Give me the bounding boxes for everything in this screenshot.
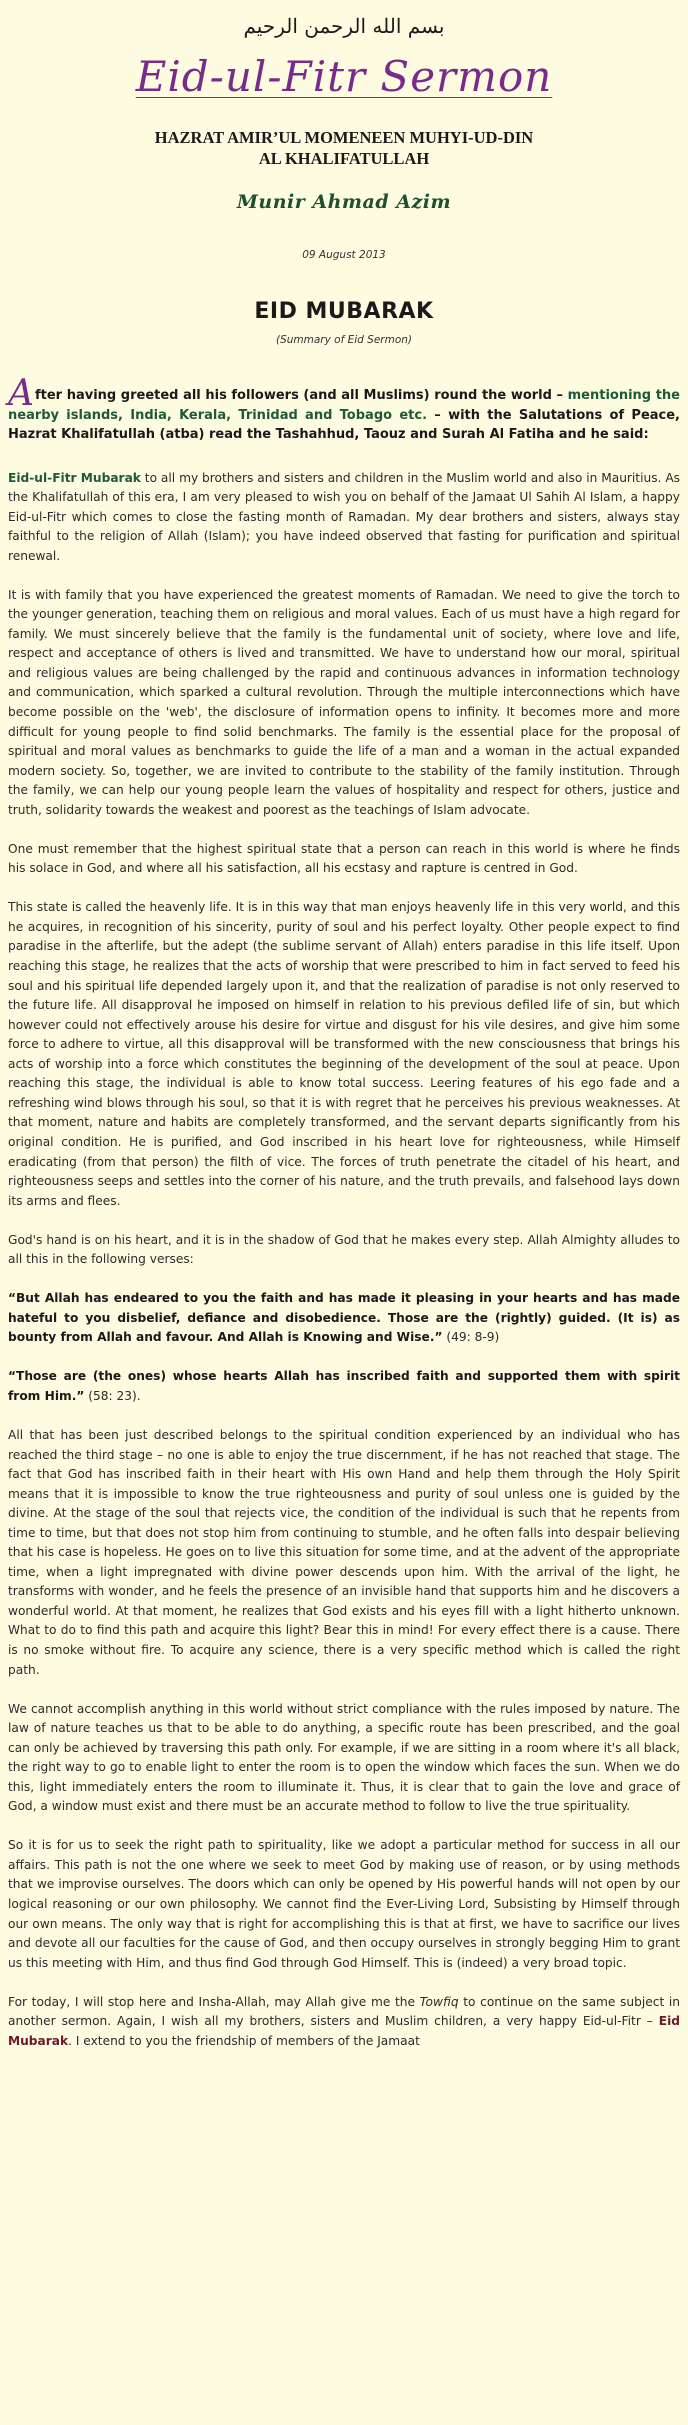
summary-note: (Summary of Eid Sermon) xyxy=(275,334,413,346)
hazrat-title xyxy=(8,127,680,169)
quote-1-text: “But Allah has endeared to you the faith and has made it pleasing in your hearts and has made hateful to you disbelief, defiance and disobedience. Those are the (rightly) guided. (It is) as bounty from Allah and favour. And Allah is Knowing and Wise.” xyxy=(8,1291,680,1345)
paragraph-5: God's hand is on his heart, and it is in the shadow of God that he makes every step. Allah Almighty alludes to all this in the following verses: xyxy=(8,1232,680,1267)
quote-2 xyxy=(8,1367,680,1406)
quote-1-reference: (49: 8-9) xyxy=(442,1330,500,1345)
eid-mubarak-closing: Eid Mubarak xyxy=(8,2014,680,2048)
eid-mubarak-lead: Eid-ul-Fitr Mubarak xyxy=(8,470,141,485)
paragraph-4: This state is called the heavenly life. It is in this way that man enjoys heavenly life in this very world, and this he acquires, in recognition of his sincerity, purity of soul and his perfect loyalty. Other people expect to find paradise in the afterlife, but the adept (the sublime servant of Allah) enters paradise in this life itself. Upon reaching this stage, he realizes that the acts of worship that were prescribed to him in fact served to feed his soul and his spiritual life depended largely upon it, and that the realization of paradise is not only reserved to the future life. All disapproval he imposed on himself in relation to his previous defiled life of sin, but which however could not effectively arouse his desire for virtue and disgust for his vile desires, and give him some force to adhere to virtue, all this disapproval will be transformed with the new consciousness that brings his acts of worship into a force which constitutes the beginning of the development of the soul at peace. Upon reaching this stage, the individual is able to know total success. Leering features of his ego fade and a refreshing wind blows through his soul, so that it is with regret that he perceives his previous weaknesses. At that moment, nature and habits are completely transformed, and the servant departs significantly from his original condition. He is purified, and God inscribed in his heart love for righteousness, while Himself eradicating (from that person) the filth of vice. The forces of truth penetrate the citadel of his heart, and righteousness seeps and settles into the corner of his nature, and the truth prevails, and falsehood lays down its arms and flees. xyxy=(8,900,680,1208)
intro-paragraph xyxy=(8,373,680,445)
paragraph-8: So it is for us to seek the right path to spirituality, like we adopt a particular method for success in all our affairs. This path is not the one where we seek to meet God by making use of reason, or by using methods that we improvise ourselves. The doors which can only be opened by His powerful hands will not open by our logical reasoning or our own philosophy. We cannot find the Ever-Living Lord, Subsisting by Himself through our own means. The only way that is right for accomplishing this is that at first, we have to sacrifice our lives and devote all our faculties for the cause of God, and then occupy ourselves in strongly begging Him to grant us this meeting with Him, and thus find God through God Himself. This is (indeed) a very broad topic. xyxy=(8,1838,680,1970)
quote-2-reference: (58: 23). xyxy=(84,1388,141,1403)
sermon-date: 09 August 2013 xyxy=(302,249,386,261)
paragraph-7: We cannot accomplish anything in this world without strict compliance with the rules imposed by nature. The law of nature teaches us that to be able to do anything, a specific route has been prescribed, and the goal can only be achieved by traversing this path only. For example, if we are sitting in a room where it's all black, the right way to go to enable light to enter the room is to open the window which faces the sun. When we do this, light immediately enters the room to illuminate it. Thus, it is clear that to gain the love and grace of God, a window must exist and there must be an accurate method to follow to live the true spirituality. xyxy=(8,1701,680,1814)
sermon-title: Eid-ul-Fitr Sermon xyxy=(135,52,553,101)
paragraph-1-text: to all my brothers and sisters and children in the Muslim world and also in Mauritius. As the Khalifatullah of this era, I am very pleased to wish you on behalf of the Jamaat Ul Sahih Al Islam, a happy Eid-ul-Fitr which comes to close the fasting month of Ramadan. My dear brothers and sisters, always stay faithful to the religion of Allah (Islam); you have indeed observed that fasting for purification and spiritual renewal. xyxy=(8,470,681,563)
paragraph-9-c: to continue on the same subject in another sermon. Again, I wish all my brothers, sisters and Muslim children, a very happy Eid-ul-Fitr – xyxy=(8,1994,680,2029)
sermon-page xyxy=(0,14,688,2425)
paragraph-9-e: . I extend to you the friendship of members of the Jamaat xyxy=(68,2033,420,2048)
paragraph-9-a: For today, I will stop here and Insha-Allah, may Allah give me the xyxy=(8,1994,420,2009)
quote-2-text: “Those are (the ones) whose hearts Allah has inscribed faith and supported them with spirit from Him.” xyxy=(8,1369,680,1403)
drop-cap: A xyxy=(8,373,34,414)
intro-part-3: – with the Salutations of Peace, Hazrat Khalifatullah (atba) read the Tashahhud, Taouz and Surah Al Fatiha and he said: xyxy=(8,407,680,442)
paragraph-9 xyxy=(8,1993,680,2052)
bismillah: بسم الله الرحمن الرحيم xyxy=(243,14,445,38)
paragraph-3: One must remember that the highest spiritual state that a person can reach in this world is where he finds his solace in God, and where all his satisfaction, all his ecstasy and rapture is centred in God. xyxy=(8,841,680,876)
greeting-title: EID MUBARAK xyxy=(254,299,434,324)
towfiq-word: Towfiq xyxy=(419,1994,459,2009)
author-name: Munir Ahmad Azim xyxy=(236,191,452,213)
hazrat-line-1: HAZRAT AMIR’UL MOMENEEN MUHYI-UD-DIN xyxy=(154,128,534,147)
quote-1 xyxy=(8,1289,680,1348)
paragraph-1 xyxy=(8,469,680,567)
hazrat-line-2: AL KHALIFATULLAH xyxy=(258,149,430,168)
intro-part-1: fter having greeted all his followers (and all Muslims) round the world – xyxy=(35,388,568,403)
paragraph-2: It is with family that you have experienced the greatest moments of Ramadan. We need to give the torch to the younger generation, teaching them on religious and moral values. Each of us must have a high regard for family. We must sincerely believe that the family is the fundamental unit of society, where love and life, respect and acceptance of others is lived and transmitted. We have to understand how our moral, spiritual and religious values are being challenged by the rapid and continuous advances in information technology and communication, which sparked a cultural revolution. Through the multiple interconnections which have become possible on the 'web', the disclosure of information opens to infinity. It becomes more and more difficult for young people to find solid benchmarks. The family is the essential place for the proposal of spiritual and moral values as benchmarks to guide the life of a man and a woman in the actual expanded modern society. So, together, we are invited to contribute to the stability of the family institution. Through the family, we can help our young people learn the values of hospitality and respect for others, justice and truth, solidarity towards the weakest and poorest as the teachings of Islam advocate. xyxy=(8,587,680,817)
sermon-body xyxy=(8,469,680,2052)
intro-part-2: mentioning the nearby islands, India, Kerala, Trinidad and Tobago etc. xyxy=(8,388,680,423)
paragraph-6: All that has been just described belongs to the spiritual condition experienced by an individual who has reached the third stage – no one is able to enjoy the true discernment, if he has not reached that stage. The fact that God has inscribed faith in their heart with His own Hand and help them through the Holy Spirit means that it is impossible to know the true righteousness and purity of soul unless one is guided by the divine. At the stage of the soul that rejects vice, the condition of the individual is such that he repents from time to time, but that does not stop him from continuing to stumble, and he often falls into despair believing that his case is hopeless. He goes on to live this situation for some time, and at the advent of the appropriate time, when a light impregnated with divine power descends upon him. With the arrival of the light, he transforms with wonder, and he feels the presence of an invisible hand that supports him and he discovers a wonderful world. At that moment, he realizes that God exists and his eyes fill with a light hitherto unknown. What to do to find this path and acquire this light? Bear this in mind! For every effect there is a cause. There is no smoke without fire. To acquire any science, there is a very specific method which is called the right path. xyxy=(8,1427,680,1677)
